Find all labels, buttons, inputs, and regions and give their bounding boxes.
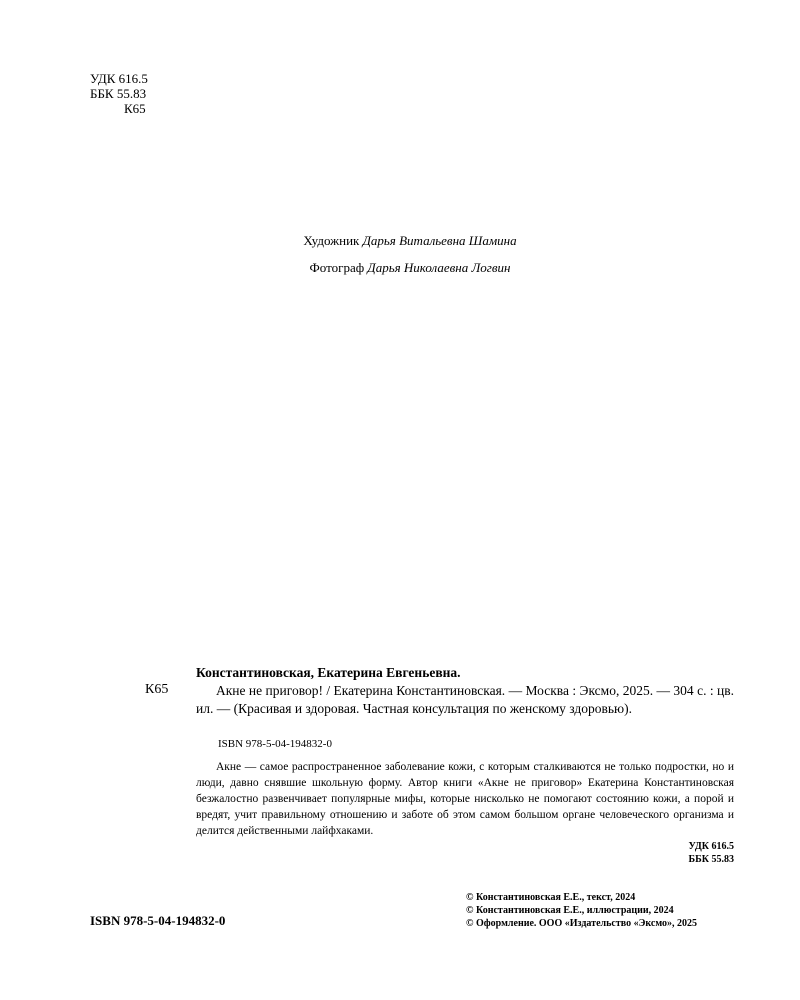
copyright-line: © Константиновская Е.Е., текст, 2024	[466, 892, 636, 903]
isbn-footer: ISBN 978-5-04-194832-0	[90, 913, 226, 928]
record-bbk: ББК 55.83	[688, 854, 734, 865]
copyright-block	[466, 891, 697, 930]
artist-name: Дарья Витальевна Шамина	[362, 233, 517, 248]
photographer-credit	[0, 260, 800, 276]
record-classification-codes	[689, 840, 734, 866]
copyright-line: © Константиновская Е.Е., иллюстрации, 2024	[466, 905, 674, 916]
copyright-line: © Оформление. ООО «Издательство «Эксмо», 2025	[466, 918, 697, 929]
classification-codes-top	[90, 71, 148, 116]
author-heading: Константиновская, Екатерина Евгеньевна.	[196, 665, 461, 680]
artist-label: Художник	[303, 233, 360, 248]
bibliographic-description: Акне не приговор! / Екатерина Константиновская. — Москва : Эксмо, 2025. — 304 с. : цв. ил. — (Красивая и здоровая. Частная консультация по женскому здоровью).	[196, 683, 734, 716]
udk-code: УДК 616.5	[90, 71, 148, 86]
record-udk: УДК 616.5	[688, 841, 734, 852]
bbk-code: ББК 55.83	[90, 86, 147, 101]
annotation: Акне — самое распространенное заболевание кожи, с которым сталкиваются не только подростки, но и люди, давно снявшие школьную форму. Автор книги «Акне не приговор» Екатерина Константиновская безжалостно развенчивает популярные мифы, которые нисколько не помогают состоянию кожи, а порой и вредят, учит правильному отношению и заботе об этом самом большом органе человеческого организма и делится действенными лайфхаками.	[196, 761, 734, 837]
record-author-sign: К65	[145, 682, 169, 697]
artist-credit	[0, 233, 800, 249]
record-isbn: ISBN 978-5-04-194832-0	[218, 738, 332, 750]
author-sign: К65	[124, 101, 146, 116]
photographer-name: Дарья Николаевна Логвин	[367, 260, 511, 275]
photographer-label: Фотограф	[309, 260, 365, 275]
